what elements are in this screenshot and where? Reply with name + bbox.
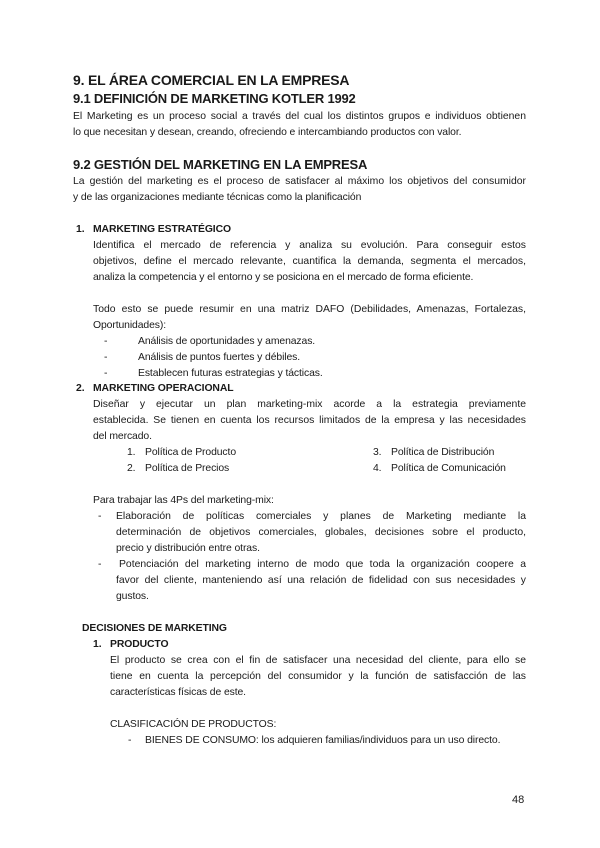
politica-number: 3. [373, 447, 382, 458]
politica-number: 2. [127, 463, 136, 474]
politica-label: Política de Precios [145, 463, 230, 474]
dafo-line: Oportunidades): [93, 320, 167, 331]
clasificacion-item: BIENES DE CONSUMO: los adquieren familias/individuos para un uso directo. [145, 735, 501, 746]
estrategico-line: Identifica el mercado de referencia y analiza su evolución. Para conseguir estos [93, 240, 526, 251]
gestion-line: y de las organizaciones mediante técnicas como la planificación [73, 192, 362, 203]
mix-bullet-line: Elaboración de políticas comerciales y planes de Marketing mediante la [116, 511, 526, 522]
list-number: 1. [93, 639, 102, 650]
operacional-line: del mercado. [93, 431, 152, 442]
bullet-dash: - [104, 352, 108, 363]
dafo-bullet: Análisis de puntos fuertes y débiles. [138, 352, 301, 363]
politica-label: Política de Producto [145, 447, 236, 458]
producto-line: características físicas de este. [110, 687, 246, 698]
bullet-dash: - [104, 368, 108, 379]
politica-number: 1. [127, 447, 136, 458]
producto-heading: PRODUCTO [110, 639, 169, 650]
politica-label: Política de Comunicación [391, 463, 506, 474]
mix-bullet-line: determinación de objetivos comerciales, globales, decisiones sobre el producto, [116, 527, 526, 538]
mix-bullet-line: precio y distribución entre otras. [116, 543, 260, 554]
producto-line: El producto se crea con el fin de satisfacer una necesidad del cliente, para ello se [110, 655, 526, 666]
bullet-dash: - [128, 735, 132, 746]
operacional-heading: MARKETING OPERACIONAL [93, 383, 234, 394]
section-title: 9. EL ÁREA COMERCIAL EN LA EMPRESA [73, 72, 350, 88]
list-number: 1. [76, 224, 85, 235]
politica-number: 4. [373, 463, 382, 474]
politica-label: Política de Distribución [391, 447, 495, 458]
mix-bullet-line: favor del cliente, manteniendo así una relación de fidelidad con sus necesidades y [116, 575, 526, 586]
producto-line: tiene en cuenta la percepción del consumidor y la función de satisfacción de las [110, 671, 526, 682]
subsection-title-9-1: 9.1 DEFINICIÓN DE MARKETING KOTLER 1992 [73, 91, 356, 106]
definition-line: lo que necesitan y desean, creando, ofreciendo e intercambiando productos con valor. [73, 127, 462, 138]
operacional-line: Diseñar y ejecutar un plan marketing-mix acorde a la estrategia previamente [93, 399, 526, 410]
bullet-dash: - [104, 336, 108, 347]
dafo-bullet: Establecen futuras estrategias y tácticas. [138, 368, 323, 379]
mix-bullet-line: gustos. [116, 591, 149, 602]
estrategico-line: analiza la competencia y el entorno y se posiciona en el mercado de forma eficiente. [93, 272, 474, 283]
list-number: 2. [76, 383, 85, 394]
para-trabajar: Para trabajar las 4Ps del marketing-mix: [93, 495, 274, 506]
operacional-line: establecida. Se tienen en cuenta los recursos limitados de la empresa y las necesidades [93, 415, 526, 426]
definition-line: El Marketing es un proceso social a través del cual los distintos grupos e individuos obtienen [73, 111, 526, 122]
dafo-bullet: Análisis de oportunidades y amenazas. [138, 336, 316, 347]
clasificacion-heading: CLASIFICACIÓN DE PRODUCTOS: [110, 719, 277, 730]
mix-bullet-line: Potenciación del marketing interno de modo que toda la organización coopere a [119, 559, 526, 570]
estrategico-heading: MARKETING ESTRATÉGICO [93, 224, 231, 235]
subsection-title-9-2: 9.2 GESTIÓN DEL MARKETING EN LA EMPRESA [73, 157, 368, 172]
page-number: 48 [512, 794, 525, 806]
estrategico-line: objetivos, define el mercado relevante, cuantifica la demanda, segmenta el mercados, [93, 256, 526, 267]
bullet-dash: - [98, 559, 102, 570]
dafo-line: Todo esto se puede resumir en una matriz DAFO (Debilidades, Amenazas, Fortalezas, [93, 304, 526, 315]
decisiones-heading: DECISIONES DE MARKETING [82, 623, 227, 634]
bullet-dash: - [98, 511, 102, 522]
gestion-line: La gestión del marketing es el proceso de satisfacer al máximo los objetivos del consumidor [73, 176, 526, 187]
